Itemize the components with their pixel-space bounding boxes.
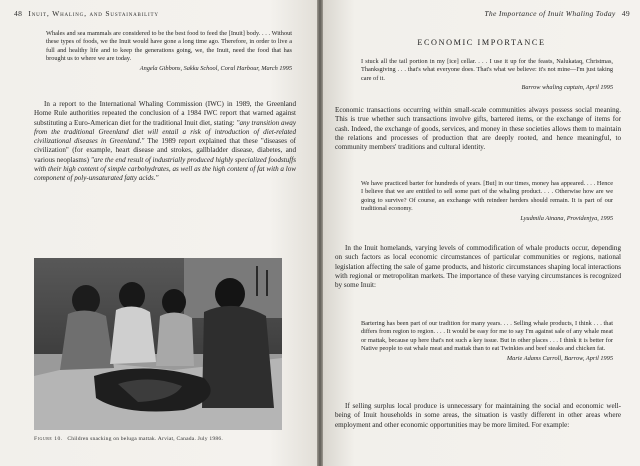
figure-caption xyxy=(34,436,223,442)
right-quote-1-text: I stuck all the tail portion in my [ice] cellar. . . . I use it up for the feasts, Nalukataq, Christmas, Thanksgiving . . . that's what everyone does. That's what we believe: it's not mine—I'm just taking care of it. xyxy=(361,58,613,82)
right-quote-3-text: Bartering has been part of our tradition for many years. . . . Selling whale products, I think . . . that differs from region to region. . . . It would be easy for me to say I'm against sale of any whale meat or mattak, because up here that's not such a key issue. But in other places . . . I think it is better for Native people to eat whale meat and mattak than to eat Twinkies and beef steaks and chicken fat. xyxy=(361,320,613,353)
right-paragraph-3-text: If selling surplus local produce is unnecessary for maintaining the social and economic well-being of Inuit households in some areas, the situation is vastly different in other areas where employment and other economic opportunities may be more limited. For example: xyxy=(335,402,621,429)
right-quote-3 xyxy=(361,320,613,363)
left-quote-text: Whales and sea mammals are considered to be the best food to feed the [Inuit] body. . . . Without these types of foods, we the Inuit would have gone a long time ago. Therefore, in order to live a full and healthy life and to keep the generations going, we, the Inuit, need the food that has brought us to where we are today. xyxy=(46,30,292,63)
right-paragraph-2 xyxy=(335,244,621,290)
photo-illustration xyxy=(34,258,282,430)
left-epigraph-quote xyxy=(46,30,292,73)
right-running-title: The Importance of Inuit Whaling Today xyxy=(484,9,616,18)
right-page xyxy=(323,0,640,466)
right-paragraph-3 xyxy=(335,402,621,430)
left-para-italic-1: "any transition away from the traditional Greenland diet will entail a risk of introduction of diet-related civilizational diseases in Greenland." xyxy=(34,118,296,146)
left-para-text-1: In a report to the International Whaling Commission (IWC) in 1989, the Greenland Home Rule authorities repeated the conclusion of a 1984 IWC report that warned against substituting a Euro-American diet for the traditional Inuit diet, stating: xyxy=(34,100,296,127)
right-paragraph-1-text: Economic transactions occurring within small-scale communities always possess social meaning. This is true whether such transactions involve gifts, bartered items, or the exchange of items for cash. Indeed, the exchange of goods, services, and money in these societies allows them to maintain the relations and processes of production that are deeply rooted, and hence meaningful, to community members' traditions and cultural identity. xyxy=(335,106,621,152)
right-quote-2 xyxy=(361,180,613,223)
left-page xyxy=(0,0,317,466)
left-para-italic-2: "are the end result of industrially produced highly specialized foodstuffs with their high content of simple carbohydrates, as well as the high content of fat with a low component of poly-unsaturated fatty acids." xyxy=(34,155,296,183)
left-para-text-2: The 1989 report explained that these "diseases of civilization" (for example, heart disease and strokes, gallbladder disease, diabetes, and various neoplasms) xyxy=(34,137,296,164)
left-quote-source: Angela Gibbons, Sakku School, Coral Harbour, March 1995 xyxy=(139,64,292,72)
right-page-number: 49 xyxy=(621,9,630,18)
figure-label: Figure 10. xyxy=(34,436,63,442)
right-quote-1 xyxy=(361,58,613,93)
left-running-head xyxy=(14,9,159,18)
right-paragraph-1 xyxy=(335,106,621,152)
figure-photo xyxy=(34,258,282,430)
right-paragraph-2-text: In the Inuit homelands, varying levels of commodification of whale products occur, depending on such factors as local economic circumstances of particular communities or regions, national legislation affecting the sale of game products, and historic circumstances shaping local interactions with regional or metropolitan markets. The importance of these varying circumstances is recognized by some Inuit: xyxy=(335,244,621,290)
right-quote-2-source: Lyudmila Ainana, Providenjya, 1995 xyxy=(520,214,613,222)
left-body-paragraph xyxy=(34,100,296,184)
right-quote-3-source: Marie Adams Carroll, Barrow, April 1995 xyxy=(506,354,613,362)
section-heading: ECONOMIC IMPORTANCE xyxy=(417,38,546,47)
right-quote-2-text: We have practiced barter for hundreds of years. [But] in our times, money has appeared. . . . Hence I believe that we are entitled to sell some part of the whaling product. . . . Otherwise how are we going to survive? Of course, an exchange with reindeer herders should remain. It is part of our traditional economy. xyxy=(361,180,613,213)
left-page-number: 48 xyxy=(14,9,23,18)
left-running-title: Inuit, Whaling, and Sustainability xyxy=(28,9,159,18)
right-running-head xyxy=(484,9,630,18)
right-quote-1-source: Barrow whaling captain, April 1995 xyxy=(521,84,613,92)
figure-caption-text: Children snacking on beluga mattak. Arviat, Canada. July 1986. xyxy=(67,436,223,442)
